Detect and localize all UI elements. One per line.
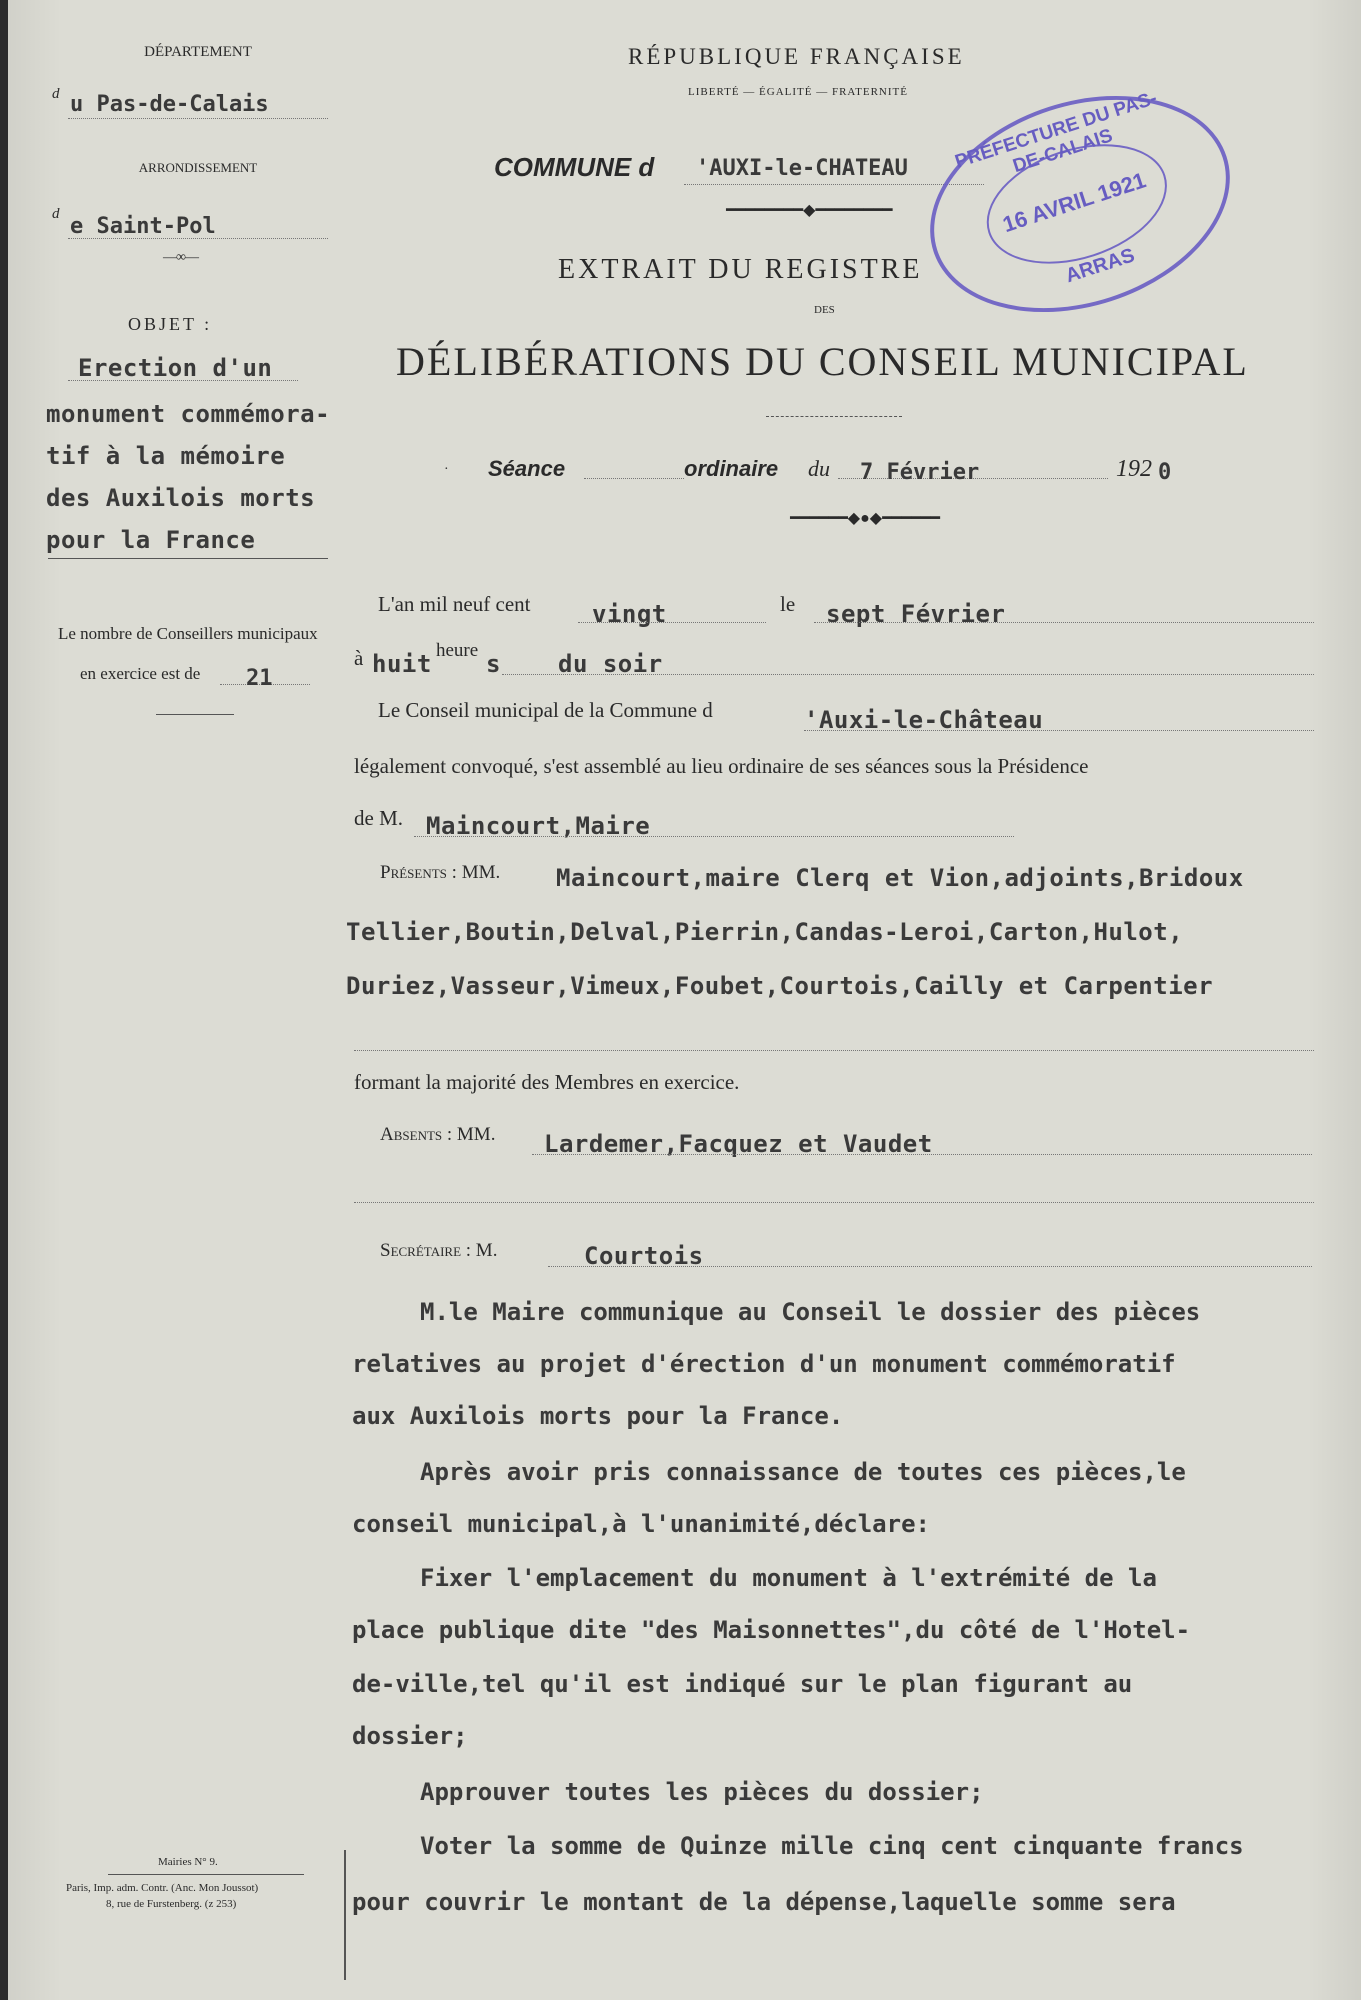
- conseil-label: Le Conseil municipal de la Commune d: [378, 698, 713, 722]
- margin-vertical-line: [344, 1850, 346, 1980]
- objet-line-4: des Auxilois morts: [46, 484, 316, 512]
- body-line-4: Après avoir pris connaissance de toutes ces pièces,le: [420, 1458, 1186, 1486]
- le-label: le: [780, 592, 796, 616]
- arrondissement-label: ARRONDISSEMENT: [138, 160, 258, 175]
- presents-label: Présents : MM.: [380, 862, 501, 883]
- day-dotline: [814, 622, 1314, 623]
- republique-title: RÉPUBLIQUE FRANÇAISE: [628, 44, 965, 69]
- departement-value: u Pas-de-Calais: [70, 92, 269, 117]
- conseil-value: 'Auxi-le-Château: [804, 706, 1044, 734]
- ornament-left: —∞—: [163, 250, 198, 265]
- body-line-5: conseil municipal,à l'unanimité,déclare:: [352, 1510, 930, 1538]
- secretaire-label: Secrétaire : M.: [380, 1240, 498, 1261]
- arrondissement-value: e Saint-Pol: [70, 214, 216, 239]
- time-dotline: [502, 674, 1314, 675]
- hour-value: huit: [372, 650, 432, 678]
- presents-line-1: Maincourt,maire Clerq et Vion,adjoints,Bridoux: [556, 864, 1244, 892]
- presents-dotline: [354, 1050, 1314, 1051]
- deliberations-rule: [766, 416, 902, 417]
- objet-dotline-1: [68, 380, 298, 381]
- imprimeur-line-1: Paris, Imp. adm. Contr. (Anc. Mon Joussot): [66, 1882, 259, 1894]
- arrondissement-dotline: [68, 238, 328, 239]
- an-label: L'an mil neuf cent: [378, 592, 531, 616]
- ornament-commune: ━━━━━━━━◆━━━━━━━━: [726, 202, 893, 219]
- objet-line-2: monument commémora-: [46, 400, 331, 428]
- time-value: du soir: [558, 650, 663, 678]
- margin-mark: ·: [444, 462, 449, 477]
- commune-label: COMMUNE d: [494, 152, 655, 182]
- conseil-dotline: [804, 730, 1314, 731]
- imprimeur-line-2: 8, rue de Furstenberg. (z 253): [106, 1898, 237, 1910]
- prefecture-stamp: [902, 59, 1258, 348]
- seance-label: Séance: [488, 456, 566, 481]
- body-line-12: pour couvrir le montant de la dépense,laquelle somme sera: [352, 1888, 1176, 1916]
- objet-line-1: Erection d'un: [78, 354, 273, 382]
- body-line-8: de-ville,tel qu'il est indiqué sur le plan figurant au: [352, 1670, 1133, 1698]
- hour-suffix: s: [486, 650, 501, 678]
- deliberations-title: DÉLIBÉRATIONS DU CONSEIL MUNICIPAL: [396, 339, 1249, 384]
- seance-date: 7 Février: [860, 460, 980, 485]
- departement-dotline: [68, 118, 328, 119]
- absents-dotline-2: [354, 1202, 1314, 1203]
- objet-underline: [48, 558, 328, 559]
- conseillers-label-2: en exercice est de: [80, 664, 201, 683]
- seance-dotline-1: [584, 478, 684, 479]
- secretaire-dotline: [548, 1266, 1312, 1267]
- conseillers-rule: [156, 714, 234, 715]
- devise: LIBERTÉ — ÉGALITÉ — FRATERNITÉ: [688, 86, 908, 98]
- body-line-7: place publique dite "des Maisonnettes",du côté de l'Hotel-: [352, 1616, 1191, 1644]
- footer-rule: [108, 1874, 304, 1875]
- body-line-10: Approuver toutes les pièces du dossier;: [420, 1778, 984, 1806]
- presidence-label: de M.: [354, 806, 403, 830]
- departement-prefix: d: [52, 86, 60, 102]
- presents-line-3: Duriez,Vasseur,Vimeux,Foubet,Courtois,Cailly et Carpentier: [346, 972, 1214, 1000]
- majorite-text: formant la majorité des Membres en exercice.: [354, 1070, 740, 1094]
- conseillers-label-1: Le nombre de Conseillers municipaux: [58, 624, 318, 643]
- body-line-9: dossier;: [352, 1722, 468, 1750]
- absents-value: Lardemer,Facquez et Vaudet: [544, 1130, 933, 1158]
- presidence-dotline: [414, 836, 1014, 837]
- year-printed: 192: [1116, 456, 1152, 482]
- a-label: à: [354, 646, 364, 670]
- commune-dotline: [684, 184, 984, 185]
- day-value: sept Février: [826, 600, 1006, 628]
- mairies-number: Mairies N° 9.: [158, 1856, 218, 1868]
- body-line-1: M.le Maire communique au Conseil le dossier des pièces: [420, 1298, 1201, 1326]
- document-page: [8, 0, 1361, 2000]
- stamp-date: 16 AVRIL 1921: [999, 167, 1149, 238]
- ornament-seance: ━━━━━━◆●◆━━━━━━: [790, 510, 940, 527]
- stamp-bottom: ARRAS: [1062, 244, 1138, 288]
- stamp-arc-text: PRÉFECTURE DU PAS-DE-CALAIS: [952, 87, 1160, 178]
- du-label: du: [808, 456, 830, 481]
- body-line-2: relatives au projet d'érection d'un monument commémoratif: [352, 1350, 1176, 1378]
- heure-label: heure: [436, 640, 479, 661]
- conseillers-count: 21: [246, 666, 273, 691]
- extrait-title: EXTRAIT DU REGISTRE: [558, 254, 923, 285]
- arrondissement-prefix: d: [52, 206, 60, 222]
- absents-dotline-1: [532, 1154, 1312, 1155]
- body-line-6: Fixer l'emplacement du monument à l'extrémité de la: [420, 1564, 1157, 1592]
- body-line-3: aux Auxilois morts pour la France.: [352, 1402, 844, 1430]
- departement-label: DÉPARTEMENT: [144, 44, 252, 60]
- year-typed: 0: [1158, 460, 1172, 485]
- absents-label: Absents : MM.: [380, 1124, 496, 1145]
- presidence-value: Maincourt,Maire: [426, 812, 651, 840]
- secretaire-value: Courtois: [584, 1242, 704, 1270]
- convoque-text: légalement convoqué, s'est assemblé au lieu ordinaire de ses séances sous la Présidence: [354, 754, 1089, 778]
- objet-line-3: tif à la mémoire: [46, 442, 286, 470]
- objet-label: OBJET :: [128, 314, 213, 334]
- commune-value: 'AUXI-le-CHATEAU: [696, 156, 908, 181]
- presents-line-2: Tellier,Boutin,Delval,Pierrin,Candas-Leroi,Carton,Hulot,: [346, 918, 1184, 946]
- seance-type: ordinaire: [684, 456, 779, 481]
- body-line-11: Voter la somme de Quinze mille cinq cent cinquante francs: [420, 1832, 1244, 1860]
- des-label: DES: [814, 304, 835, 316]
- objet-line-5: pour la France: [46, 526, 256, 554]
- an-dotline: [578, 622, 766, 623]
- an-value: vingt: [592, 600, 667, 628]
